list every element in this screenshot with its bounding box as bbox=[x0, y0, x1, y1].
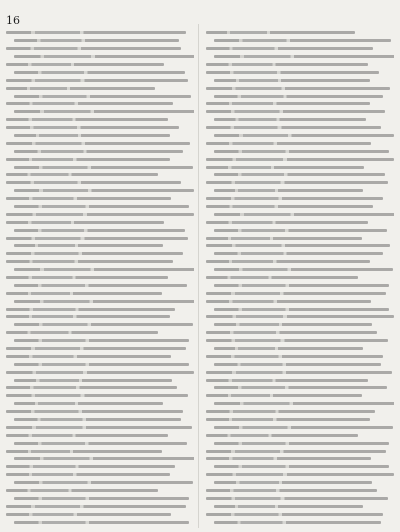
entry-print bbox=[206, 450, 386, 453]
directory-entry bbox=[206, 518, 394, 526]
entry-print bbox=[6, 465, 175, 468]
directory-entry bbox=[206, 392, 394, 400]
entry-print bbox=[6, 237, 188, 240]
directory-entry bbox=[6, 495, 194, 503]
entry-print bbox=[206, 244, 390, 247]
directory-entry bbox=[6, 179, 194, 187]
directory-entry bbox=[6, 250, 194, 258]
entry-print bbox=[214, 308, 389, 311]
directory-entry bbox=[6, 242, 194, 250]
entry-print bbox=[206, 355, 383, 358]
directory-entry bbox=[6, 155, 194, 163]
directory-entry bbox=[206, 487, 394, 495]
directory-entry bbox=[206, 282, 394, 290]
directory-entry bbox=[6, 510, 194, 518]
directory-entry bbox=[206, 116, 394, 124]
entry-print bbox=[6, 331, 158, 334]
directory-entry bbox=[6, 313, 194, 321]
directory-entry bbox=[206, 45, 394, 53]
entry-print bbox=[206, 434, 358, 437]
directory-entry bbox=[6, 337, 194, 345]
entry-print bbox=[206, 300, 371, 303]
entry-print bbox=[14, 189, 194, 192]
directory-entry bbox=[206, 321, 394, 329]
entry-print bbox=[214, 481, 372, 484]
entry-print bbox=[6, 31, 186, 34]
directory-entry bbox=[206, 84, 394, 92]
entry-print bbox=[206, 418, 370, 421]
entry-print bbox=[206, 166, 364, 169]
entry-print bbox=[214, 363, 381, 366]
entry-print bbox=[214, 347, 363, 350]
entry-print bbox=[6, 386, 177, 389]
directory-entry bbox=[6, 282, 194, 290]
entry-print bbox=[214, 252, 383, 255]
directory-entry bbox=[6, 353, 194, 361]
directory-entry bbox=[6, 92, 194, 100]
directory-entry bbox=[206, 147, 394, 155]
entry-print bbox=[6, 276, 168, 279]
entry-print bbox=[14, 418, 181, 421]
entry-print bbox=[206, 331, 377, 334]
directory-entry bbox=[206, 226, 394, 234]
directory-entry bbox=[206, 234, 394, 242]
entry-print bbox=[6, 505, 186, 508]
directory-entry bbox=[6, 471, 194, 479]
directory-entry bbox=[6, 195, 194, 203]
entry-print bbox=[206, 87, 390, 90]
directory-entry bbox=[206, 510, 394, 518]
directory-entry bbox=[6, 218, 194, 226]
entry-print bbox=[6, 252, 183, 255]
directory-entry bbox=[6, 108, 194, 116]
entry-print bbox=[214, 55, 394, 58]
entry-print bbox=[214, 323, 372, 326]
entry-print bbox=[6, 426, 192, 429]
directory-entry bbox=[6, 187, 194, 195]
entry-print bbox=[214, 39, 391, 42]
directory-entry bbox=[206, 471, 394, 479]
directory-entry bbox=[6, 416, 194, 424]
directory-entry bbox=[206, 266, 394, 274]
directory-entry bbox=[206, 92, 394, 100]
entry-print bbox=[6, 371, 194, 374]
entry-print bbox=[214, 284, 389, 287]
entry-print bbox=[206, 102, 370, 105]
entry-print bbox=[214, 442, 389, 445]
directory-entry bbox=[6, 424, 194, 432]
entry-print bbox=[6, 315, 170, 318]
entry-print bbox=[206, 181, 388, 184]
directory-entry bbox=[6, 100, 194, 108]
entry-print bbox=[6, 79, 188, 82]
entry-print bbox=[14, 229, 185, 232]
entry-print bbox=[214, 505, 363, 508]
directory-entry bbox=[6, 463, 194, 471]
directory-entry bbox=[206, 376, 394, 384]
directory-entry bbox=[206, 289, 394, 297]
directory-entry bbox=[206, 400, 394, 408]
directory-entry bbox=[206, 61, 394, 69]
directory-entry bbox=[206, 345, 394, 353]
entry-print bbox=[214, 189, 363, 192]
entry-print bbox=[214, 79, 370, 82]
directory-entry bbox=[206, 37, 394, 45]
directory-entry bbox=[206, 416, 394, 424]
directory-entry bbox=[206, 408, 394, 416]
directory-entry bbox=[206, 68, 394, 76]
entry-print bbox=[14, 244, 163, 247]
entry-print bbox=[206, 513, 383, 516]
directory-entry bbox=[6, 76, 194, 84]
directory-entry bbox=[206, 210, 394, 218]
entry-print bbox=[206, 339, 388, 342]
entry-print bbox=[214, 95, 383, 98]
entry-print bbox=[14, 497, 189, 500]
directory-entry bbox=[6, 53, 194, 61]
page-number: 16 bbox=[6, 14, 20, 27]
directory-entry bbox=[206, 455, 394, 463]
entry-print bbox=[206, 260, 370, 263]
entry-print bbox=[14, 481, 193, 484]
directory-entry bbox=[6, 329, 194, 337]
entry-print bbox=[14, 39, 179, 42]
directory-entry bbox=[206, 502, 394, 510]
entry-print bbox=[6, 197, 171, 200]
entry-print bbox=[206, 394, 362, 397]
entry-print bbox=[14, 363, 189, 366]
directory-entry bbox=[6, 116, 194, 124]
entry-print bbox=[206, 489, 377, 492]
entry-print bbox=[206, 457, 371, 460]
directory-entry bbox=[206, 179, 394, 187]
directory-entry bbox=[6, 124, 194, 132]
directory-entry bbox=[206, 195, 394, 203]
entry-print bbox=[206, 71, 379, 74]
directory-entry bbox=[206, 163, 394, 171]
directory-entry bbox=[206, 305, 394, 313]
directory-entry bbox=[206, 108, 394, 116]
column-gutter bbox=[198, 24, 199, 528]
directory-entry bbox=[6, 61, 194, 69]
entry-print bbox=[206, 497, 388, 500]
directory-entry bbox=[6, 171, 194, 179]
directory-entry bbox=[6, 226, 194, 234]
entry-print bbox=[6, 63, 164, 66]
entry-print bbox=[14, 166, 193, 169]
directory-entry bbox=[6, 163, 194, 171]
directory-entry bbox=[6, 321, 194, 329]
entry-print bbox=[214, 521, 381, 524]
entry-print bbox=[6, 394, 188, 397]
entry-print bbox=[14, 268, 194, 271]
directory-entry bbox=[6, 447, 194, 455]
entry-print bbox=[6, 513, 171, 516]
directory-entry bbox=[6, 147, 194, 155]
directory-entry bbox=[6, 297, 194, 305]
entry-print bbox=[206, 110, 385, 113]
directory-entry bbox=[206, 384, 394, 392]
directory-entry bbox=[6, 487, 194, 495]
directory-entry bbox=[6, 360, 194, 368]
entry-print bbox=[214, 118, 366, 121]
directory-entry bbox=[206, 171, 394, 179]
entry-print bbox=[14, 205, 189, 208]
directory-entry bbox=[6, 518, 194, 526]
directory-entry bbox=[206, 124, 394, 132]
entry-print bbox=[214, 386, 387, 389]
directory-entry bbox=[6, 368, 194, 376]
entry-print bbox=[14, 300, 194, 303]
entry-print bbox=[206, 31, 355, 34]
directory-entry bbox=[206, 139, 394, 147]
directory-entry bbox=[206, 274, 394, 282]
entry-print bbox=[206, 237, 362, 240]
directory-entry bbox=[206, 360, 394, 368]
directory-entry bbox=[206, 203, 394, 211]
directory-entry bbox=[206, 439, 394, 447]
directory-entry bbox=[6, 210, 194, 218]
directory-entry bbox=[6, 439, 194, 447]
entry-print bbox=[206, 410, 375, 413]
directory-entry bbox=[206, 242, 394, 250]
entry-print bbox=[14, 457, 194, 460]
entry-print bbox=[6, 473, 170, 476]
entry-print bbox=[214, 426, 393, 429]
entry-print bbox=[6, 308, 175, 311]
directory-entry bbox=[206, 53, 394, 61]
directory-entry bbox=[206, 313, 394, 321]
directory-entry bbox=[6, 45, 194, 53]
directory-entry bbox=[206, 431, 394, 439]
directory-entry bbox=[206, 447, 394, 455]
directory-entry bbox=[6, 455, 194, 463]
directory-entry bbox=[6, 479, 194, 487]
directory-entry bbox=[6, 431, 194, 439]
entry-print bbox=[6, 410, 183, 413]
directory-entry bbox=[206, 250, 394, 258]
directory-entry bbox=[6, 392, 194, 400]
entry-print bbox=[6, 181, 181, 184]
entry-print bbox=[14, 71, 185, 74]
entry-print bbox=[206, 205, 373, 208]
entry-print bbox=[6, 142, 190, 145]
entry-print bbox=[6, 355, 171, 358]
entry-print bbox=[206, 276, 358, 279]
directory-entry bbox=[206, 337, 394, 345]
directory-entry bbox=[6, 132, 194, 140]
entry-print bbox=[6, 158, 170, 161]
entry-print bbox=[14, 95, 191, 98]
entry-print bbox=[6, 292, 162, 295]
directory-entry bbox=[6, 37, 194, 45]
directory-entry bbox=[6, 408, 194, 416]
entry-print bbox=[6, 213, 194, 216]
directory-entry bbox=[6, 502, 194, 510]
directory-entry bbox=[206, 353, 394, 361]
directory-entry bbox=[206, 258, 394, 266]
entry-print bbox=[14, 55, 194, 58]
entry-print bbox=[214, 229, 387, 232]
entry-print bbox=[214, 134, 394, 137]
entry-print bbox=[6, 347, 186, 350]
entry-print bbox=[206, 126, 381, 129]
directory-entry bbox=[206, 329, 394, 337]
entry-print bbox=[6, 118, 168, 121]
directory-entry bbox=[206, 463, 394, 471]
directory-entry bbox=[6, 68, 194, 76]
directory-entry bbox=[206, 132, 394, 140]
directory-entry bbox=[206, 479, 394, 487]
entry-print bbox=[206, 473, 394, 476]
entry-print bbox=[14, 339, 189, 342]
left-column bbox=[6, 29, 194, 526]
directory-entry bbox=[6, 84, 194, 92]
directory-entry bbox=[206, 218, 394, 226]
entry-print bbox=[6, 260, 173, 263]
entry-print bbox=[206, 221, 368, 224]
entry-print bbox=[14, 323, 193, 326]
directory-entry bbox=[206, 495, 394, 503]
directory-entry bbox=[206, 29, 394, 37]
entry-print bbox=[14, 379, 172, 382]
entry-print bbox=[6, 126, 179, 129]
directory-entry bbox=[206, 155, 394, 163]
right-column bbox=[206, 29, 394, 526]
entry-print bbox=[14, 134, 170, 137]
entry-print bbox=[6, 173, 158, 176]
entry-print bbox=[6, 87, 155, 90]
entry-print bbox=[206, 315, 394, 318]
entry-print bbox=[214, 465, 389, 468]
entry-print bbox=[214, 150, 389, 153]
entry-print bbox=[206, 63, 368, 66]
directory-entry bbox=[6, 234, 194, 242]
directory-entry bbox=[6, 384, 194, 392]
entry-print bbox=[206, 142, 371, 145]
directory-entry bbox=[6, 203, 194, 211]
directory-entry bbox=[206, 187, 394, 195]
entry-print bbox=[206, 47, 373, 50]
entry-print bbox=[214, 213, 394, 216]
directory-entry bbox=[206, 100, 394, 108]
directory-entry bbox=[6, 274, 194, 282]
entry-print bbox=[206, 197, 383, 200]
entry-print bbox=[14, 284, 187, 287]
entry-print bbox=[206, 371, 392, 374]
entry-print bbox=[14, 110, 194, 113]
directory-entry bbox=[6, 345, 194, 353]
entry-print bbox=[14, 402, 163, 405]
entry-print bbox=[6, 47, 181, 50]
entry-print bbox=[6, 221, 164, 224]
directory-entry bbox=[6, 376, 194, 384]
entry-print bbox=[206, 379, 368, 382]
directory-entry bbox=[6, 400, 194, 408]
entry-print bbox=[6, 450, 162, 453]
directory-entry bbox=[206, 76, 394, 84]
entry-print bbox=[214, 402, 394, 405]
directory-entry bbox=[6, 266, 194, 274]
entry-print bbox=[14, 442, 187, 445]
directory-entry bbox=[206, 424, 394, 432]
entry-print bbox=[214, 173, 385, 176]
entry-print bbox=[6, 489, 158, 492]
entry-print bbox=[14, 150, 183, 153]
entry-print bbox=[214, 268, 393, 271]
directory-entry bbox=[6, 289, 194, 297]
entry-print bbox=[206, 292, 386, 295]
entry-print bbox=[206, 158, 394, 161]
directory-entry bbox=[206, 368, 394, 376]
directory-entry bbox=[6, 29, 194, 37]
directory-entry bbox=[6, 305, 194, 313]
entry-print bbox=[6, 434, 168, 437]
directory-entry bbox=[206, 297, 394, 305]
directory-entry bbox=[6, 258, 194, 266]
entry-print bbox=[14, 521, 189, 524]
directory-entry bbox=[6, 139, 194, 147]
entry-print bbox=[6, 102, 173, 105]
